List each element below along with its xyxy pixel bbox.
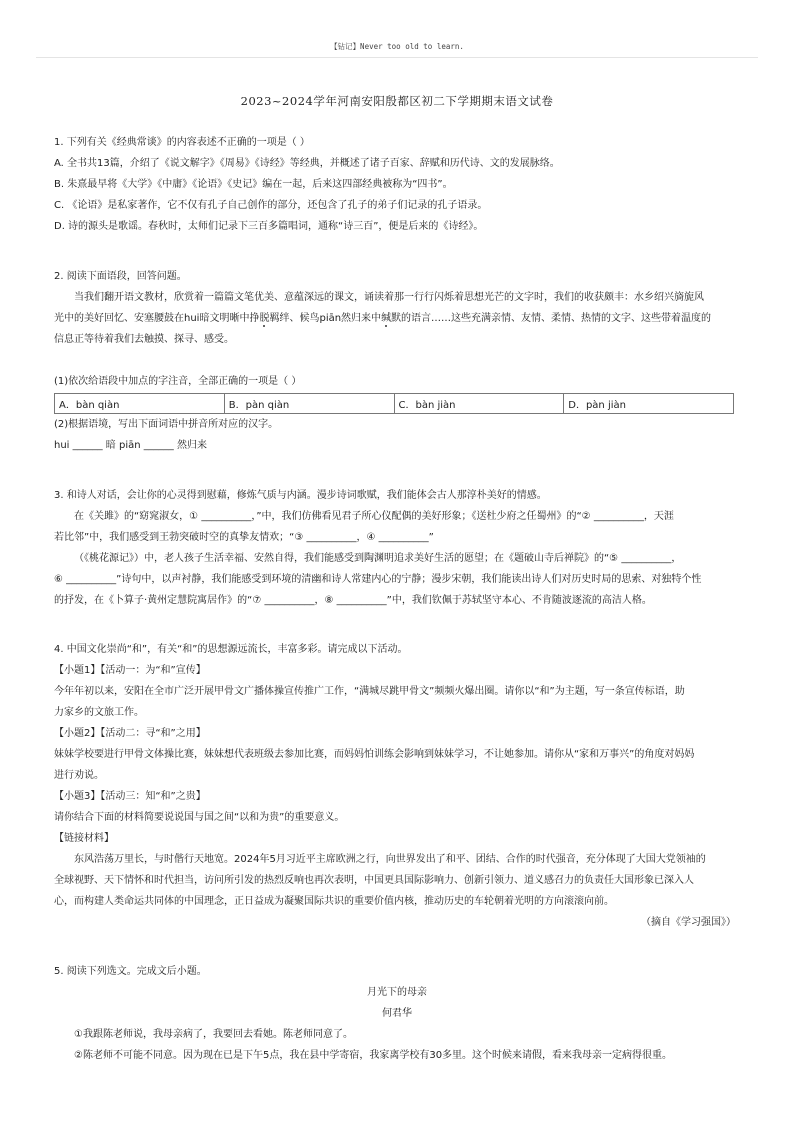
- dotted-char-2: 缄: [381, 313, 392, 324]
- q2-fill-blanks: hui ______ 暗 piān ______ 然归来: [54, 440, 207, 451]
- q4-sub2-text-1: 妹妹学校要进行甲骨文体操比赛，妹妹想代表班级去参加比赛，而妈妈怕训练会影响到妹妹学习，不让她参加。请你从“家和万事兴”的角度对妈妈: [54, 749, 695, 760]
- q2-option-a[interactable]: A．bàn qiàn: [55, 394, 225, 414]
- q4-material-line-1: 东风浩荡万里长，与时偕行天地宽。2024年5月习近平主席欧洲之行，向世界发出了和平、团结、合作的时代强音，充分体现了大国大党领袖的: [74, 854, 706, 865]
- q5-essay-title: 月光下的母亲: [367, 987, 427, 998]
- q4-sub1-heading: 【小题1】【活动一：为“和”宣传】: [54, 665, 206, 676]
- q5-paragraph-1: ①我跟陈老师说，我母亲病了，我要回去看她。陈老师同意了。: [74, 1029, 353, 1040]
- q5-paragraph-2: ②陈老师不可能不同意。因为现在已是下午5点，我在县中学寄宿，我家离学校有30多里。这个时候来请假，看来我母亲一定病得很重。: [74, 1050, 673, 1061]
- q2-option-c[interactable]: C．bàn jiàn: [394, 394, 564, 414]
- q1-option-c: C. 《论语》是私家著作，它不仅有孔子自己创作的部分，还包含了孔子的弟子们记录的孔子语录。: [54, 200, 488, 211]
- header-divider: [36, 57, 758, 58]
- q4-sub2-heading: 【小题2】【活动二：寻“和”之用】: [54, 728, 206, 739]
- q1-option-b: B. 朱熹最早将《大学》《中庸》《论语》《史记》编在一起，后来这四部经典被称为“四书”。: [54, 179, 453, 190]
- dotted-char-1: 脱: [259, 313, 270, 324]
- q2-option-d[interactable]: D．pàn jiàn: [564, 394, 734, 414]
- q4-material-line-3: 心，而构建人类命运共同体的中国理念，正日益成为凝聚国际共识的重要价值内核，推动历史的车轮朝着光明的方向滚滚向前。: [54, 896, 614, 907]
- q2-stem: 2. 阅读下面语段，回答问题。: [54, 271, 187, 282]
- q2-passage-line-2: [54, 312, 711, 326]
- q1-option-d: D. 诗的源头是歌谣。春秋时，太师们记录下三百多篇唱词，通称“诗三百”，便是后来的《诗经》。: [54, 221, 484, 232]
- q2-passage-line-1: 当我们翻开语文教材，欣赏着一篇篇文笔优美、意蕴深远的课文，诵读着那一行行闪烁着思想光芒的文字时，我们的收获颇丰：水乡绍兴旖旎风: [74, 292, 704, 303]
- q5-stem: 5. 阅读下列选文。完成文后小题。: [54, 966, 207, 977]
- page-title: 2023~2024学年河南安阳殷都区初二下学期期末语文试卷: [240, 94, 554, 108]
- q4-material-line-2: 全球视野、天下情怀和时代担当，访问所引发的热烈反响也再次表明，中国更具国际影响力、创新引领力、道义感召力的负责任大国形象已深入人: [54, 875, 694, 886]
- q4-sub1-text-2: 力家乡的文旅工作。: [54, 707, 144, 718]
- q2-passage-segment: 光中的美好回忆、安塞腰鼓在hui暗文明晰中挣: [54, 313, 260, 324]
- header-note: 【钻记】Never too old to learn.: [330, 42, 464, 51]
- q4-material-heading: 【链接材料】: [54, 833, 114, 844]
- q2-sub1: (1)依次给语段中加点的字注音，全部正确的一项是（ ）: [54, 376, 302, 387]
- q2-option-b[interactable]: B．pàn qiàn: [224, 394, 394, 414]
- q4-sub2-text-2: 进行劝说。: [54, 770, 104, 781]
- q4-sub1-text-1: 今年年初以来，安阳在全市广泛开展甲骨文广播体操宣传推广工作，“满城尽跳甲骨文”频频火爆出圈。请你以“和”为主题，写一条宣传标语，助: [54, 686, 685, 697]
- q2-options-table: [54, 393, 734, 414]
- q1-stem: 1. 下列有关《经典常谈》的内容表述不正确的一项是（ ）: [54, 137, 310, 148]
- q2-passage-segment: 羁绊、候鸟piān然归来中: [269, 313, 382, 324]
- q5-essay-author: 何君华: [382, 1008, 412, 1019]
- q3-line-1: 在《关雎》的“窈窕淑女，① __________，”中，我们仿佛看见君子所心仪配偶的美好形象；《送杜少府之任蜀州》的“② __________，天涯: [74, 511, 674, 522]
- q3-line-2: 若比邻”中，我们感受到王勃突破时空的真挚友情欢；“③ __________，④ __________”: [54, 532, 434, 543]
- q3-line-4: ⑥ __________”诗句中，以声衬静，我们能感受到环境的清幽和诗人常建内心的宁静；漫步宋朝，我们能读出诗人们对历史时局的思索、对独特个性: [54, 574, 702, 585]
- q2-passage-segment: 默的语言……这些充满亲情、友情、柔情、热情的文字、这些带着温度的: [391, 313, 712, 324]
- q2-sub2: (2)根据语境，写出下面词语中拼音所对应的汉字。: [54, 419, 279, 430]
- q1-option-a: A. 全书共13篇，介绍了《说文解字》《周易》《诗经》等经典，并概述了诸子百家、辞赋和历代诗、文的发展脉络。: [54, 158, 560, 169]
- q2-passage-line-3: 信息正等待着我们去触摸、探寻、感受。: [54, 334, 234, 345]
- q4-sub3-heading: 【小题3】【活动三：知“和”之贵】: [54, 791, 206, 802]
- q3-stem: 3. 和诗人对话，会让你的心灵得到慰藉，修炼气质与内涵。漫步诗词歌赋，我们能体会古人那淳朴美好的情感。: [54, 490, 547, 501]
- q4-sub3-text: 请你结合下面的材料简要说说国与国之间“以和为贵”的重要意义。: [54, 812, 345, 823]
- q4-material-source: （摘自《学习强国》）: [641, 917, 736, 928]
- q3-line-3: （《桃花源记》）中，老人孩子生活幸福、安然自得，我们能感受到陶渊明追求美好生活的愿望；在《题破山寺后禅院》的“⑤ __________，: [74, 553, 682, 564]
- q3-line-5: 的抒发，在《卜算子·黄州定慧院寓居作》的“⑦ __________，⑧ __________”中，我们钦佩于苏轼坚守本心、不肯随波逐流的高洁人格。: [54, 595, 652, 606]
- q4-stem: 4. 中国文化崇尚“和”，有关“和”的思想源远流长，丰富多彩。请完成以下活动。: [54, 644, 408, 655]
